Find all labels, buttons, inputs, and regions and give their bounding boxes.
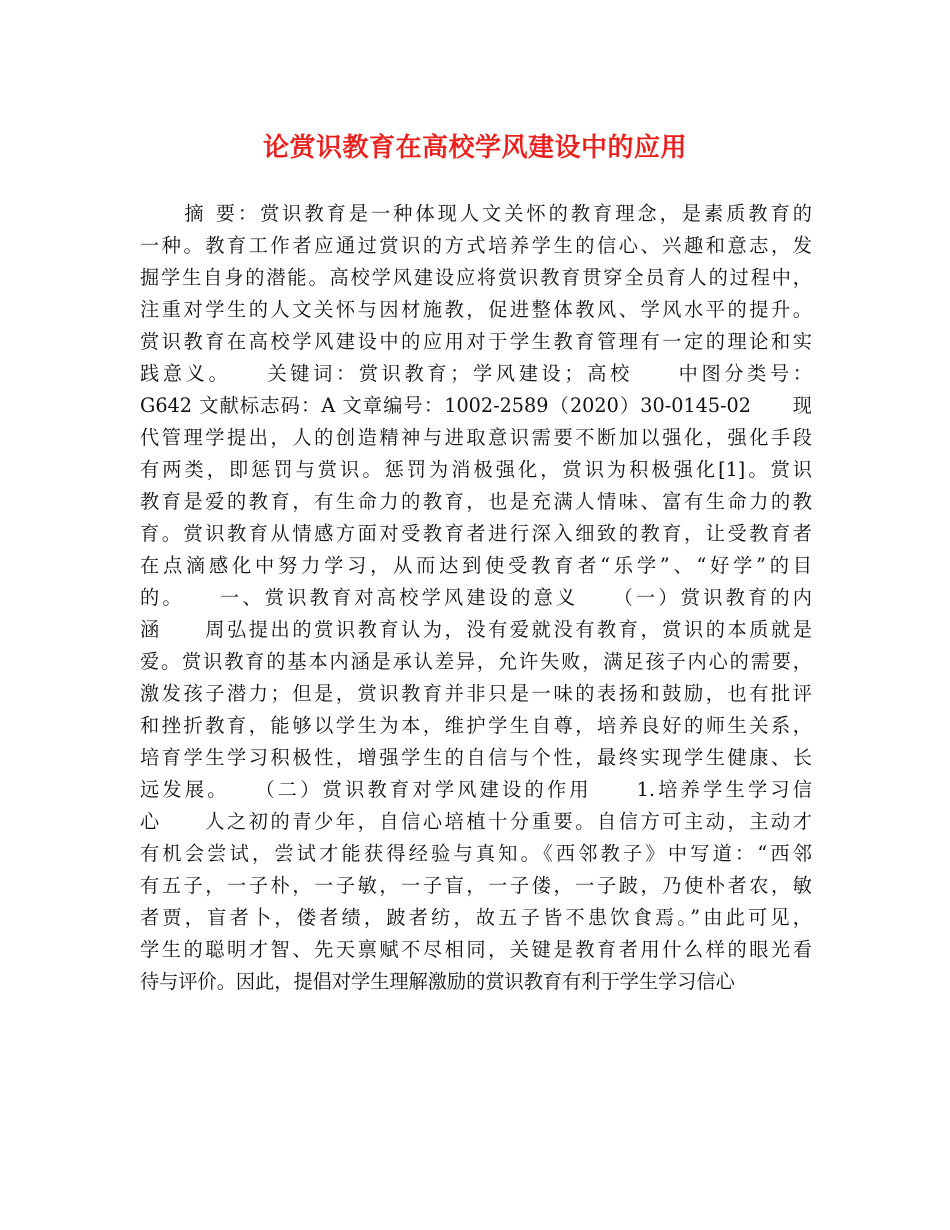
text-line: 激发孩子潜力；但是，赏识教育并非只是一味的表扬和鼓励，也有批评 [140, 682, 812, 705]
text-line: 有机会尝试，尝试才能获得经验与真知。《西邻教子》中写道：“西邻 [140, 842, 812, 865]
text-line: 待与评价。因此，提倡对学生理解激励的赏识教育有利于学生学习信心 [140, 970, 735, 993]
text-line: 代管理学提出，人的创造精神与进取意识需要不断加以强化，强化手段 [140, 426, 812, 449]
text-line: 学生的聪明才智、先天禀赋不尽相同，关键是教育者用什么样的眼光看 [140, 938, 812, 961]
page-title: 论赏识教育在高校学风建设中的应用 [262, 133, 687, 163]
text-line: 育。赏识教育从情感方面对受教育者进行深入细致的教育，让受教育者 [140, 522, 812, 545]
text-line: 赏识教育在高校学风建设中的应用对于学生教育管理有一定的理论和实 [140, 330, 812, 353]
text-line: 摘 要：赏识教育是一种体现人文关怀的教育理念，是素质教育的 [140, 202, 812, 225]
text-line: 者贾，盲者卜，偻者绩，跛者纺，故五子皆不患饮食焉。”由此可见， [140, 906, 812, 929]
article-body [140, 198, 812, 998]
text-line: 心 人之初的青少年，自信心培植十分重要。自信方可主动，主动才 [140, 810, 812, 833]
text-line: 爱。赏识教育的基本内涵是承认差异，允许失败，满足孩子内心的需要， [140, 650, 812, 673]
text-line: 注重对学生的人文关怀与因材施教，促进整体教风、学风水平的提升。 [140, 298, 812, 321]
text-line: 远发展。 （二）赏识教育对学风建设的作用 1.培养学生学习信 [140, 778, 812, 801]
text-line: 掘学生自身的潜能。高校学风建设应将赏识教育贯穿全员育人的过程中， [140, 266, 812, 289]
text-line: 一种。教育工作者应通过赏识的方式培养学生的信心、兴趣和意志，发 [140, 234, 812, 257]
text-line: 有五子，一子朴，一子敏，一子盲，一子偻，一子跛，乃使朴者农，敏 [140, 874, 812, 897]
text-line: 和挫折教育，能够以学生为本，维护学生自尊，培养良好的师生关系， [140, 714, 812, 737]
text-line: 涵 周弘提出的赏识教育认为，没有爱就没有教育，赏识的本质就是 [140, 618, 812, 641]
text-line: 践意义。 关键词：赏识教育；学风建设；高校 中图分类号： [140, 362, 812, 385]
text-line: 有两类，即惩罚与赏识。惩罚为消极强化，赏识为积极强化[1]。赏识 [140, 458, 812, 481]
text-line: 的。 一、赏识教育对高校学风建设的意义 （一）赏识教育的内 [140, 586, 812, 609]
text-line: 在点滴感化中努力学习，从而达到使受教育者“乐学”、“好学”的目 [140, 554, 812, 577]
text-line: 教育是爱的教育，有生命力的教育，也是充满人情味、富有生命力的教 [140, 490, 812, 513]
text-line: G642 文献标志码：A 文章编号：1002-2589（2020）30-0145-02 现 [140, 394, 812, 417]
text-line: 培育学生学习积极性，增强学生的自信与个性，最终实现学生健康、长 [140, 746, 812, 769]
